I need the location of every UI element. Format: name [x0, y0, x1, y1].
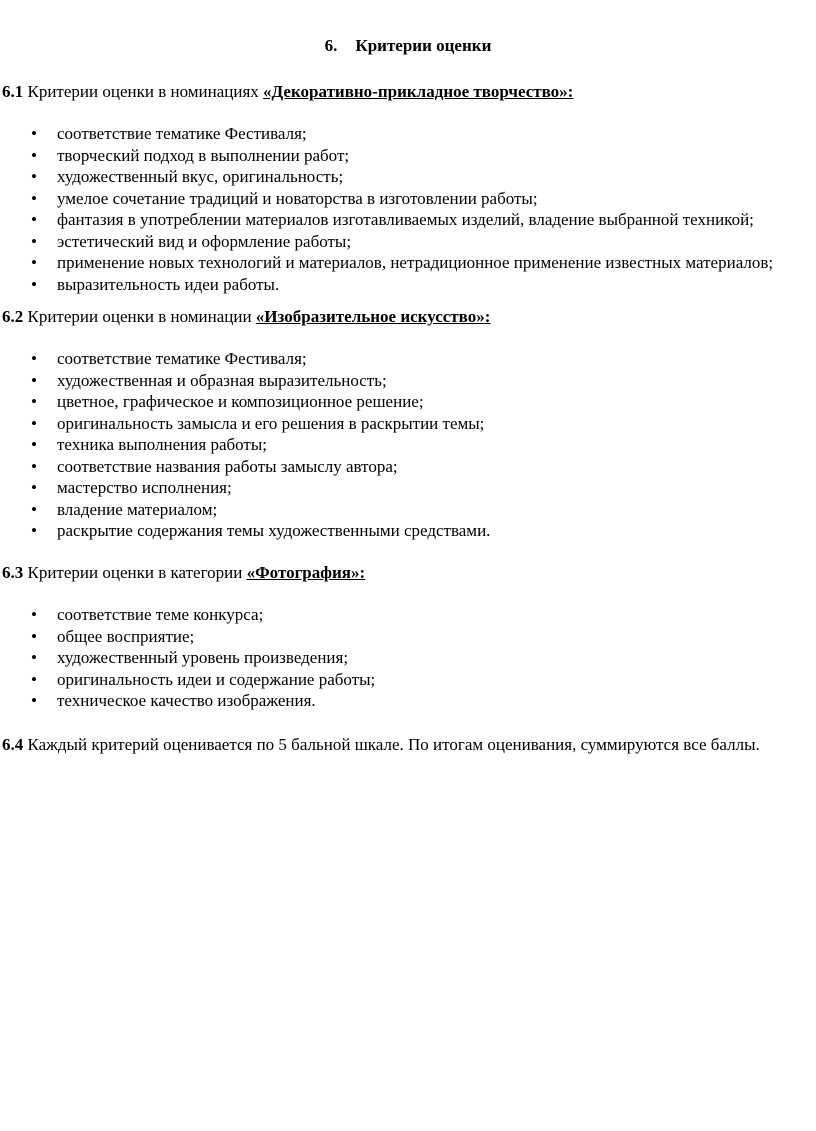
section-heading-6-2 — [2, 307, 490, 327]
bullet-icon: • — [31, 349, 37, 368]
list-item — [0, 274, 773, 296]
bullet-icon: • — [31, 648, 37, 667]
list-item-text: оригинальность идеи и содержание работы; — [57, 669, 376, 689]
bullet-icon: • — [31, 691, 37, 710]
list-item-text: цветное, графическое и композиционное решение; — [57, 392, 424, 411]
list-item — [0, 647, 375, 669]
bullet-icon: • — [31, 188, 37, 208]
list-item-text: общее восприятие; — [57, 626, 195, 646]
list-item-text: умелое сочетание традиций и новаторства в изготовлении работы; — [57, 188, 538, 208]
list-item-text: применение новых технологий и материалов, нетрадиционное применение известных материалов; — [57, 253, 774, 272]
list-item-text: художественный вкус, оригинальность; — [57, 167, 344, 186]
section-heading-6-1 — [2, 82, 573, 102]
bullet-icon: • — [31, 605, 37, 624]
list-item-text: соответствие тематике Фестиваля; — [57, 349, 307, 368]
bullet-icon: • — [31, 274, 37, 294]
bullet-icon: • — [31, 435, 37, 454]
list-item — [0, 348, 490, 370]
criteria-list-6-2 — [0, 348, 490, 542]
list-item-text: художественный уровень произведения; — [57, 648, 349, 667]
bullet-icon: • — [31, 253, 37, 272]
list-item — [0, 391, 490, 413]
list-item — [0, 123, 773, 145]
section-number: 6.2 — [2, 307, 24, 326]
list-item — [0, 520, 490, 542]
bullet-icon: • — [31, 392, 37, 411]
list-item — [0, 690, 375, 712]
bullet-icon: • — [31, 167, 37, 186]
section-intro: Критерии оценки в номинациях — [27, 82, 259, 101]
criteria-list-6-1 — [0, 123, 773, 295]
list-item-text: соответствие тематике Фестиваля; — [57, 124, 307, 143]
list-item — [0, 252, 773, 274]
bullet-icon: • — [31, 210, 37, 229]
bullet-icon: • — [31, 231, 37, 251]
bullet-icon: • — [31, 669, 37, 689]
document-title — [0, 36, 816, 56]
list-item-text: мастерство исполнения; — [57, 478, 232, 497]
section-heading-6-3 — [2, 563, 365, 583]
list-item — [0, 477, 490, 499]
list-item-text: техника выполнения работы; — [57, 435, 268, 454]
list-item — [0, 413, 490, 435]
list-item — [0, 145, 773, 167]
final-note — [2, 735, 760, 755]
bullet-icon: • — [31, 499, 37, 519]
list-item-text: соответствие названия работы замыслу автора; — [57, 456, 398, 476]
title-number: 6. — [324, 36, 338, 55]
list-item — [0, 434, 490, 456]
criteria-list-6-3 — [0, 604, 375, 712]
nomination-name: «Изобразительное искусство»: — [255, 307, 491, 326]
bullet-icon: • — [31, 521, 37, 540]
list-item — [0, 209, 773, 231]
list-item-text: художественная и образная выразительность; — [57, 370, 387, 390]
section-intro: Критерии оценки в номинации — [27, 307, 252, 326]
list-item — [0, 604, 375, 626]
list-item — [0, 166, 773, 188]
nomination-name: «Декоративно-прикладное творчество»: — [263, 82, 574, 101]
list-item-text: эстетический вид и оформление работы; — [57, 231, 352, 251]
bullet-icon: • — [31, 370, 37, 390]
nomination-name: «Фотография»: — [246, 563, 366, 582]
bullet-icon: • — [31, 413, 37, 433]
list-item-text: техническое качество изображения. — [57, 691, 316, 710]
list-item — [0, 499, 490, 521]
list-item-text: творческий подход в выполнении работ; — [57, 145, 350, 165]
list-item — [0, 370, 490, 392]
list-item — [0, 626, 375, 648]
bullet-icon: • — [31, 626, 37, 646]
list-item-text: оригинальность замысла и его решения в раскрытии темы; — [57, 413, 485, 433]
section-number: 6.4 — [2, 735, 24, 754]
list-item — [0, 456, 490, 478]
bullet-icon: • — [31, 478, 37, 497]
bullet-icon: • — [31, 456, 37, 476]
list-item-text: соответствие теме конкурса; — [57, 605, 264, 624]
list-item-text: владение материалом; — [57, 499, 218, 519]
section-number: 6.3 — [2, 563, 24, 582]
list-item — [0, 669, 375, 691]
final-note-text: Каждый критерий оценивается по 5 бальной шкале. По итогам оценивания, суммируются все баллы. — [27, 735, 760, 754]
list-item — [0, 188, 773, 210]
section-number: 6.1 — [2, 82, 24, 101]
list-item-text: фантазия в употреблении материалов изготавливаемых изделий, владение выбранной техникой; — [57, 210, 754, 229]
list-item-text: выразительность идеи работы. — [57, 274, 280, 294]
section-intro: Критерии оценки в категории — [27, 563, 243, 582]
list-item-text: раскрытие содержания темы художественными средствами. — [57, 521, 491, 540]
title-text: Критерии оценки — [355, 36, 492, 55]
list-item — [0, 231, 773, 253]
bullet-icon: • — [31, 145, 37, 165]
bullet-icon: • — [31, 124, 37, 143]
